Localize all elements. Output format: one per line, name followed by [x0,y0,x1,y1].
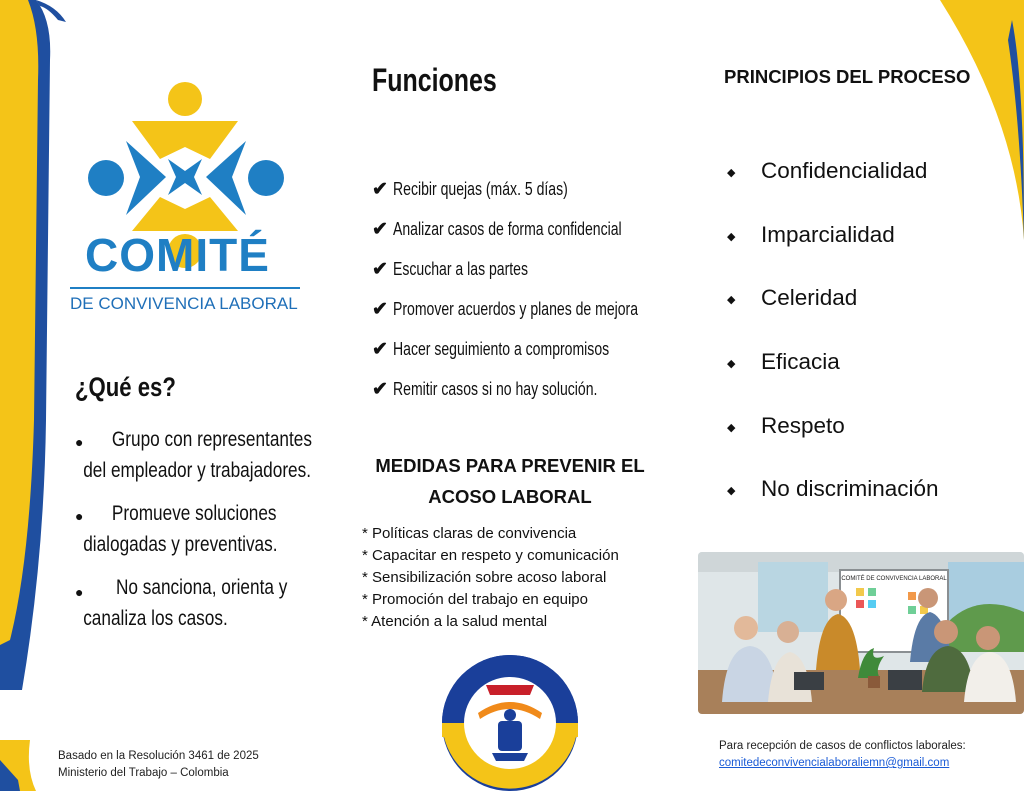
principio-item: ◆ Respeto [727,413,845,438]
institution-seal-icon [440,653,580,793]
decorative-swoosh-right [920,0,1024,260]
logo-wordmark: COMITÉ [85,229,270,281]
medidas-heading: MEDIDAS PARA PREVENIR EL ACOSO LABORAL [375,455,645,507]
logo-divider [70,287,300,289]
check-icon: ✔ [372,299,388,320]
medida-item: * Atención a la salud mental [362,613,548,630]
funcion-item: ✔ Analizar casos de forma confidencial [372,219,622,240]
contact-label: Para recepción de casos de conflictos laborales: [719,740,966,752]
check-icon: ✔ [372,219,388,240]
principio-item: ◆ Celeridad [727,285,858,310]
funcion-item: ✔ Recibir quejas (máx. 5 días) [372,179,568,200]
footer-line-2: Ministerio del Trabajo – Colombia [58,767,229,779]
people-circle-logo-icon [70,36,310,326]
funcion-item: ✔ Escuchar a las partes [372,259,528,280]
diamond-bullet-icon: ◆ [727,293,736,306]
check-icon: ✔ [372,179,388,200]
diamond-bullet-icon: ◆ [727,230,736,243]
principio-item: ◆ Eficacia [727,349,840,374]
check-icon: ✔ [372,379,388,400]
check-icon: ✔ [372,339,388,360]
diamond-bullet-icon: ◆ [727,484,736,497]
footer-line-1: Basado en la Resolución 3461 de 2025 [58,750,259,762]
medida-item: * Sensibilización sobre acoso laboral [362,569,607,586]
footer-reference [58,748,259,782]
medida-item: * Capacitar en respeto y comunicación [362,547,619,564]
que-es-item: ● Promueve soluciones dialogadas y preventivas. [75,502,278,556]
meeting-photo-icon [698,552,1024,714]
que-es-item: ● No sanciona, orienta y canaliza los casos. [75,576,288,630]
funcion-item: ✔ Remitir casos si no hay solución. [372,379,598,400]
medida-item: * Promoción del trabajo en equipo [362,591,588,608]
check-icon: ✔ [372,259,388,280]
diamond-bullet-icon: ◆ [727,421,736,434]
logo-subtitle: DE CONVIVENCIA LABORAL [70,294,298,313]
principio-item: ◆ Confidencialidad [727,158,928,183]
decorative-swoosh-bottom-left [0,740,40,791]
decorative-swoosh-left [0,0,80,791]
medida-item: * Políticas claras de convivencia [362,525,577,542]
principio-item: ◆ Imparcialidad [727,222,895,247]
diamond-bullet-icon: ◆ [727,357,736,370]
funcion-item: ✔ Promover acuerdos y planes de mejora [372,299,638,320]
funciones-heading: Funciones [372,62,497,98]
principios-heading: PRINCIPIOS DEL PROCESO [724,66,971,87]
que-es-item: ● Grupo con representantes del empleador y trabajadores. [75,428,312,482]
contact-email-link[interactable]: comitedeconvivencialaboraliemn@gmail.com [719,757,950,769]
principio-item: ◆ No discriminación [727,476,939,501]
funcion-item: ✔ Hacer seguimiento a compromisos [372,339,610,360]
diamond-bullet-icon: ◆ [727,166,736,179]
que-es-heading: ¿Qué es? [75,372,176,402]
board-title: COMITÉ DE CONVIVENCIA LABORAL [841,576,947,582]
